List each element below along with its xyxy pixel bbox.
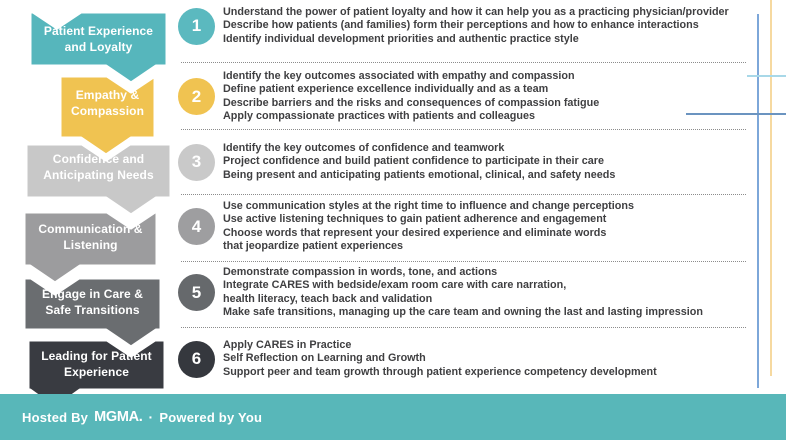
decor-horizontal-blue-line xyxy=(686,113,786,115)
chevron-label-empathy-compassion xyxy=(60,88,155,119)
objective-line: Use active listening techniques to gain patient adherence and engagement xyxy=(223,213,607,226)
section-1-number-badge: 1 xyxy=(178,8,215,45)
chevron-label-line: Compassion xyxy=(70,103,144,118)
section-6 xyxy=(178,339,756,379)
chevron-label-leading-experience xyxy=(28,349,165,380)
chevron-label-line: Experience xyxy=(63,364,130,379)
chevron-label-line: Safe Transitions xyxy=(45,302,140,317)
objective-line: Use communication styles at the right time to influence and change perceptions xyxy=(223,200,634,212)
section-1-objectives xyxy=(223,6,756,46)
section-4-number-badge: 4 xyxy=(178,208,215,245)
chevron-label-engage-care xyxy=(24,287,161,318)
objective-line: Make safe transitions, managing up the care team and owning the last and lasting impression xyxy=(223,306,703,319)
chevron-label-communication-listening xyxy=(24,222,157,253)
footer-separator-dot: · xyxy=(148,409,154,425)
objective-line: Demonstrate compassion in words, tone, and actions xyxy=(223,266,498,278)
decor-vertical-orange-line xyxy=(770,0,772,376)
chevron-label-line: Anticipating Needs xyxy=(43,167,154,182)
objective-line: Define patient experience excellence individually and as a team xyxy=(223,83,549,96)
section-5-number-badge: 5 xyxy=(178,274,215,311)
decor-horizontal-cyan-line xyxy=(747,75,786,77)
objective-line: Describe barriers and the risks and consequences of compassion fatigue xyxy=(223,96,600,109)
objective-line: Identify the key outcomes associated with empathy and compassion xyxy=(223,70,575,82)
objective-line: Choose words that represent your desired experience and eliminate words xyxy=(223,226,607,239)
section-2 xyxy=(178,70,756,124)
section-4 xyxy=(178,200,756,254)
chevron-label-line: Leading for Patient xyxy=(41,349,152,363)
objective-line: Project confidence and build patient confidence to participate in their care xyxy=(223,155,604,168)
objective-line: Integrate CARES with bedside/exam room care with care narration, xyxy=(223,279,567,292)
section-5-objectives xyxy=(223,266,756,320)
section-2-number-badge: 2 xyxy=(178,78,215,115)
dotted-separator xyxy=(181,62,746,63)
section-2-objectives xyxy=(223,70,756,124)
objective-line: Identify individual development priorities and authentic practice style xyxy=(223,32,579,45)
powered-by-label: Powered by You xyxy=(159,409,263,425)
objective-line: Apply compassionate practices with patients and colleagues xyxy=(223,110,535,123)
chevron-label-confidence-needs xyxy=(26,152,171,183)
section-3-objectives xyxy=(223,142,756,182)
chevron-label-line: Engage in Care & xyxy=(42,287,143,301)
dotted-separator xyxy=(181,261,746,262)
chevron-label-line: Patient Experience xyxy=(43,24,154,38)
chevron-label-line: Empathy & xyxy=(75,88,140,102)
chevron-label-line: and Loyalty xyxy=(64,39,133,54)
dotted-separator xyxy=(181,129,746,130)
dotted-separator xyxy=(181,327,746,328)
objective-line: Understand the power of patient loyalty and how it can help you as a practicing physician/provider xyxy=(223,6,729,18)
section-1 xyxy=(178,6,756,46)
decor-vertical-blue-line xyxy=(757,14,759,388)
footer-text xyxy=(22,409,262,425)
dotted-separator xyxy=(181,194,746,195)
chevron-label-line: Confidence and xyxy=(52,152,145,166)
objective-line: health literacy, teach back and validation xyxy=(223,292,433,305)
hosted-by-label: Hosted By xyxy=(22,409,89,425)
chevron-label-line: Listening xyxy=(63,237,118,252)
section-6-objectives xyxy=(223,339,756,379)
footer-bar xyxy=(0,394,786,440)
objective-line: Describe how patients (and families) form their perceptions and how to enhance interactions xyxy=(223,19,699,32)
section-3 xyxy=(178,142,756,182)
objective-line: Being present and anticipating patients emotional, clinical, and safety needs xyxy=(223,168,616,181)
section-5 xyxy=(178,266,756,320)
objective-line: Self Reflection on Learning and Growth xyxy=(223,352,426,365)
section-4-objectives xyxy=(223,200,756,254)
objective-line: Apply CARES in Practice xyxy=(223,339,352,351)
objective-line: Support peer and team growth through patient experience competency development xyxy=(223,365,657,378)
section-6-number-badge: 6 xyxy=(178,341,215,378)
objective-line: that jeopardize patient experiences xyxy=(223,240,404,253)
chevron-label-line: Communication & xyxy=(38,222,143,236)
mgma-logo: MGMA. xyxy=(94,409,143,425)
section-3-number-badge: 3 xyxy=(178,144,215,181)
chevron-label-patient-experience xyxy=(30,24,167,55)
objective-line: Identify the key outcomes of confidence and teamwork xyxy=(223,142,505,154)
